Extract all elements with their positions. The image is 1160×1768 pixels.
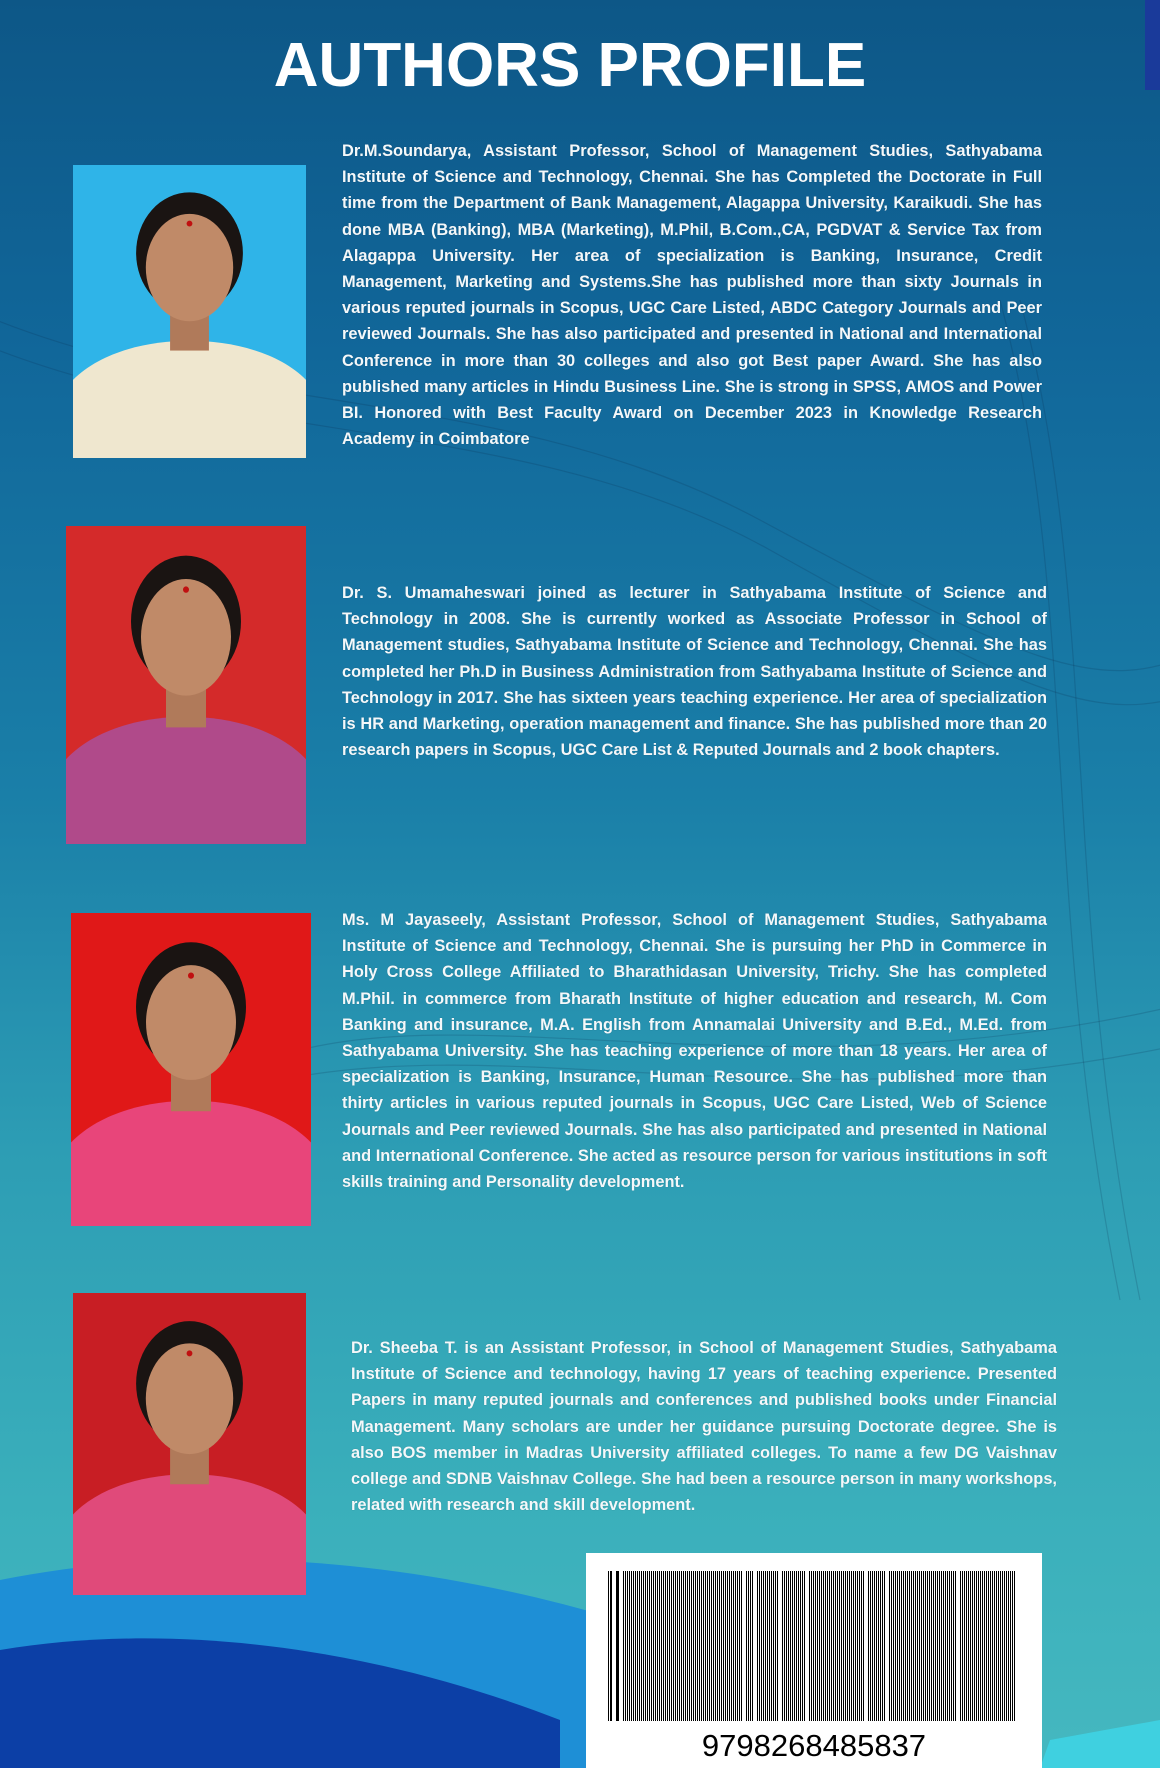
barcode-bar [847, 1571, 848, 1721]
barcode-bar [703, 1571, 704, 1721]
barcode-bar [947, 1571, 948, 1721]
barcode-bar [874, 1571, 875, 1721]
author-photo-4 [73, 1293, 306, 1595]
author-photo-2 [66, 526, 306, 844]
barcode-bar [633, 1571, 634, 1721]
barcode-bar [735, 1571, 736, 1721]
barcode-bar [905, 1571, 906, 1721]
barcode-bar [721, 1571, 722, 1721]
barcode-bars [604, 1571, 1024, 1721]
barcode-bar [855, 1571, 856, 1721]
barcode-bar [937, 1571, 938, 1721]
barcode-bar [909, 1571, 910, 1721]
barcode-bar [962, 1571, 963, 1721]
barcode-bar [667, 1571, 668, 1721]
barcode-bar [1012, 1571, 1013, 1721]
barcode-bar [629, 1571, 630, 1721]
barcode-bar [949, 1571, 950, 1721]
barcode-bar [729, 1571, 730, 1721]
barcode-bar [719, 1571, 720, 1721]
barcode-bar [853, 1571, 854, 1721]
barcode-bar [769, 1571, 770, 1721]
barcode-bar [663, 1571, 664, 1721]
author-photo-3 [71, 913, 311, 1226]
barcode-bar [757, 1571, 758, 1721]
barcode-bar [951, 1571, 952, 1721]
barcode-bar [829, 1571, 830, 1721]
barcode-bar [941, 1571, 942, 1721]
barcode-bar [685, 1571, 686, 1721]
barcode-bar [925, 1571, 926, 1721]
barcode-bar [843, 1571, 844, 1721]
barcode-bar [870, 1571, 871, 1721]
barcode-bar [631, 1571, 632, 1721]
barcode-bar [773, 1571, 774, 1721]
portrait-silhouette [73, 1293, 306, 1595]
barcode-bar [717, 1571, 718, 1721]
barcode-bar [861, 1571, 862, 1721]
barcode-bar [945, 1571, 946, 1721]
barcode-bar [953, 1571, 954, 1721]
barcode-bar [901, 1571, 902, 1721]
barcode-bar [790, 1571, 791, 1721]
barcode-bar [645, 1571, 646, 1721]
barcode-bar [825, 1571, 826, 1721]
barcode-bar [994, 1571, 995, 1721]
barcode-bar [933, 1571, 934, 1721]
barcode-bar [884, 1571, 885, 1721]
barcode-bar [608, 1571, 609, 1721]
barcode-bar [748, 1571, 749, 1721]
barcode-bar [775, 1571, 776, 1721]
barcode-bar [982, 1571, 983, 1721]
barcode-bar [895, 1571, 896, 1721]
barcode-bar [610, 1571, 612, 1721]
barcode-bar [964, 1571, 965, 1721]
barcode-bar [1014, 1571, 1015, 1721]
barcode-bar [821, 1571, 822, 1721]
portrait-silhouette [73, 165, 306, 458]
barcode-bar [915, 1571, 916, 1721]
barcode-bar [990, 1571, 991, 1721]
barcode-bar [752, 1571, 753, 1721]
barcode-bar [782, 1571, 783, 1721]
barcode-bar [659, 1571, 660, 1721]
barcode-bar [786, 1571, 787, 1721]
barcode-bar [800, 1571, 801, 1721]
portrait-silhouette [66, 526, 306, 844]
barcode-bar [763, 1571, 764, 1721]
barcode-bar [992, 1571, 993, 1721]
barcode-bar [907, 1571, 908, 1721]
barcode-bar [882, 1571, 883, 1721]
barcode-bar [661, 1571, 662, 1721]
barcode-bar [831, 1571, 832, 1721]
barcode-bar [880, 1571, 881, 1721]
barcode-bar [697, 1571, 698, 1721]
author-bio-3: Ms. M Jayaseely, Assistant Professor, School of Management Studies, Sathyabama Institute of Science and Technology, Chennai. She is pursuing her PhD in Commerce in Holy Cross College Affiliated to Bharathidasan University, Trichy. She has completed M.Phil. in commerce from Bharath Institute of higher education and research, M. Com Banking and insurance, M.A. English from Annamalai University and B.Ed., M.Ed. from Sathyabama University. She has teaching experience of more than 18 years. Her area of specialization is Banking, Insurance, Human Resource. She has published more than thirty articles in various reputed journals in Scopus, UGC Care Listed, Web of Science Journals and Peer reviewed Journals. She has also participated and presented in National and International Conference. She acted as resource person for various institutions in soft skills training and Personality development. [342, 911, 1047, 1192]
barcode-bar [919, 1571, 920, 1721]
barcode-bar [897, 1571, 898, 1721]
barcode-bar [643, 1571, 644, 1721]
barcode-bar [819, 1571, 820, 1721]
barcode-bar [784, 1571, 785, 1721]
barcode-bar [689, 1571, 690, 1721]
barcode-bar [815, 1571, 816, 1721]
barcode-bar [739, 1571, 740, 1721]
barcode-bar [625, 1571, 626, 1721]
barcode-bar [669, 1571, 670, 1721]
barcode-bar [851, 1571, 852, 1721]
barcode-bar [681, 1571, 682, 1721]
author-bio-4: Dr. Sheeba T. is an Assistant Professor, in School of Management Studies, Sathyabama Institute of Science and technology, having 17 years of teaching experience. Presented Papers in many reputed journals and conferences and published books under Financial Management. Many scholars are under her guidance pursuing Doctorate degree. She is also BOS member in Madras University affiliated colleges. To name a few DG Vaishnav college and SDNB Vaishnav College. She had been a resource person in many workshops, related with research and skill development. [351, 1339, 1057, 1515]
barcode-bar [725, 1571, 726, 1721]
barcode-bar [616, 1571, 619, 1721]
barcode-bar [833, 1571, 834, 1721]
barcode-bar [998, 1571, 999, 1721]
barcode-bar [687, 1571, 688, 1721]
isbn-barcode [586, 1553, 1042, 1768]
barcode-bar [695, 1571, 696, 1721]
barcode-bar [876, 1571, 877, 1721]
barcode-bar [715, 1571, 716, 1721]
barcode-bar [639, 1571, 640, 1721]
author-bio-2: Dr. S. Umamaheswari joined as lecturer in Sathyabama Institute of Science and Technology in 2008. She is currently worked as Associate Professor in School of Management studies, Sathyabama Institute of Science and Technology, Chennai. She has completed her Ph.D in Business Administration from Sathyabama Institute of Science and Technology in 2017. She has sixteen years teaching experience. Her area of specialization is HR and Marketing, operation management and finance. She has published more than 20 research papers in Scopus, UGC Care List & Reputed Journals and 2 book chapters. [342, 584, 1047, 760]
barcode-bar [759, 1571, 760, 1721]
barcode-bar [878, 1571, 879, 1721]
barcode-bar [623, 1571, 624, 1721]
barcode-bar [986, 1571, 987, 1721]
barcode-bar [691, 1571, 692, 1721]
barcode-bar [727, 1571, 728, 1721]
author-photo-1 [73, 165, 306, 458]
barcode-bar [794, 1571, 795, 1721]
barcode-bar [750, 1571, 751, 1721]
barcode-bar [699, 1571, 700, 1721]
barcode-bar [741, 1571, 742, 1721]
barcode-bar [811, 1571, 812, 1721]
barcode-bar [988, 1571, 989, 1721]
barcode-bar [647, 1571, 648, 1721]
barcode-bar [872, 1571, 873, 1721]
page-title: AUTHORS PROFILE [273, 31, 867, 100]
barcode-bar [980, 1571, 981, 1721]
barcode-bar [731, 1571, 732, 1721]
barcode-bar [675, 1571, 676, 1721]
barcode-bar [968, 1571, 969, 1721]
barcode-bar [813, 1571, 814, 1721]
barcode-bar [733, 1571, 734, 1721]
barcode-bar [966, 1571, 967, 1721]
barcode-bar [746, 1571, 747, 1721]
barcode-bar [974, 1571, 975, 1721]
barcode-bar [857, 1571, 858, 1721]
barcode-bar [984, 1571, 985, 1721]
barcode-bar [683, 1571, 684, 1721]
barcode-bar [796, 1571, 797, 1721]
barcode-bar [1004, 1571, 1005, 1721]
barcode-bar [970, 1571, 971, 1721]
portrait-silhouette [71, 913, 311, 1226]
barcode-bar [923, 1571, 924, 1721]
barcode-bar [943, 1571, 944, 1721]
barcode-bar [651, 1571, 652, 1721]
barcode-bar [701, 1571, 702, 1721]
barcode-bar [673, 1571, 674, 1721]
barcode-bar [839, 1571, 840, 1721]
barcode-bar [996, 1571, 997, 1721]
barcode-bar [641, 1571, 642, 1721]
barcode-bar [845, 1571, 846, 1721]
barcode-bar [771, 1571, 772, 1721]
barcode-bar [1000, 1571, 1001, 1721]
barcode-bar [899, 1571, 900, 1721]
barcode-bar [893, 1571, 894, 1721]
barcode-bar [711, 1571, 712, 1721]
barcode-bar [804, 1571, 805, 1721]
barcode-bar [761, 1571, 762, 1721]
isbn-number: 9798268485837 [701, 1728, 927, 1763]
barcode-bar [767, 1571, 768, 1721]
barcode-bar [976, 1571, 977, 1721]
barcode-bar [637, 1571, 638, 1721]
barcode-bar [792, 1571, 793, 1721]
barcode-bar [929, 1571, 930, 1721]
barcode-bar [817, 1571, 818, 1721]
barcode-bar [737, 1571, 738, 1721]
barcode-bar [788, 1571, 789, 1721]
barcode-bar [891, 1571, 892, 1721]
barcode-bar [939, 1571, 940, 1721]
barcode-bar [665, 1571, 666, 1721]
barcode-bar [709, 1571, 710, 1721]
barcode-bar [655, 1571, 656, 1721]
barcode-bar [823, 1571, 824, 1721]
barcode-bar [1008, 1571, 1009, 1721]
barcode-bar [777, 1571, 778, 1721]
barcode-bar [627, 1571, 628, 1721]
barcode-bar [868, 1571, 869, 1721]
barcode-bar [1002, 1571, 1003, 1721]
barcode-bar [809, 1571, 810, 1721]
barcode-bar [827, 1571, 828, 1721]
barcode-bar [978, 1571, 979, 1721]
barcode-bar [889, 1571, 890, 1721]
barcode-bar [657, 1571, 658, 1721]
barcode-bar [707, 1571, 708, 1721]
barcode-bar [849, 1571, 850, 1721]
barcode-bar [927, 1571, 928, 1721]
barcode-bar [955, 1571, 956, 1721]
barcode-bar [635, 1571, 636, 1721]
barcode-bar [679, 1571, 680, 1721]
barcode-bar [837, 1571, 838, 1721]
barcode-bar [677, 1571, 678, 1721]
barcode-bar [1006, 1571, 1007, 1721]
author-bio-1: Dr.M.Soundarya, Assistant Professor, School of Management Studies, Sathyabama Institute of Science and Technology, Chennai. She has Completed the Doctorate in Full time from the Department of Bank Management, Alagappa University, Karaikudi. She has done MBA (Banking), MBA (Marketing), M.Phil, B.Com.,CA, PGDVAT & Service Tax from Alagappa University. Her area of specialization is Banking, Insurance, Credit Management, Marketing and Systems.She has published more than sixty Journals in various reputed journals in Scopus, UGC Care Listed, ABDC Category Journals and Peer reviewed Journals. She has also participated and presented in National and International Conference in more than 30 colleges and also got Best paper Award. She has also published many articles in Hindu Business Line. She is strong in SPSS, AMOS and Power BI. Honored with Best Faculty Award on December 2023 in Knowledge Research Academy in Coimbatore [342, 142, 1042, 449]
barcode-bar [1010, 1571, 1011, 1721]
barcode-bar [649, 1571, 650, 1721]
barcode-bar [835, 1571, 836, 1721]
barcode-bar [921, 1571, 922, 1721]
barcode-bar [863, 1571, 864, 1721]
barcode-bar [653, 1571, 654, 1721]
barcode-bar [713, 1571, 714, 1721]
barcode-bar [859, 1571, 860, 1721]
barcode-bar [931, 1571, 932, 1721]
barcode-bar [671, 1571, 672, 1721]
barcode-bar [802, 1571, 803, 1721]
barcode-bar [903, 1571, 904, 1721]
barcode-bar [798, 1571, 799, 1721]
barcode-bar [913, 1571, 914, 1721]
barcode-bar [693, 1571, 694, 1721]
barcode-bar [841, 1571, 842, 1721]
barcode-bar [723, 1571, 724, 1721]
barcode-bar [972, 1571, 973, 1721]
barcode-bar [917, 1571, 918, 1721]
barcode-bar [911, 1571, 912, 1721]
barcode-bar [705, 1571, 706, 1721]
barcode-bar [960, 1571, 961, 1721]
barcode-bar [935, 1571, 936, 1721]
barcode-bar [765, 1571, 766, 1721]
